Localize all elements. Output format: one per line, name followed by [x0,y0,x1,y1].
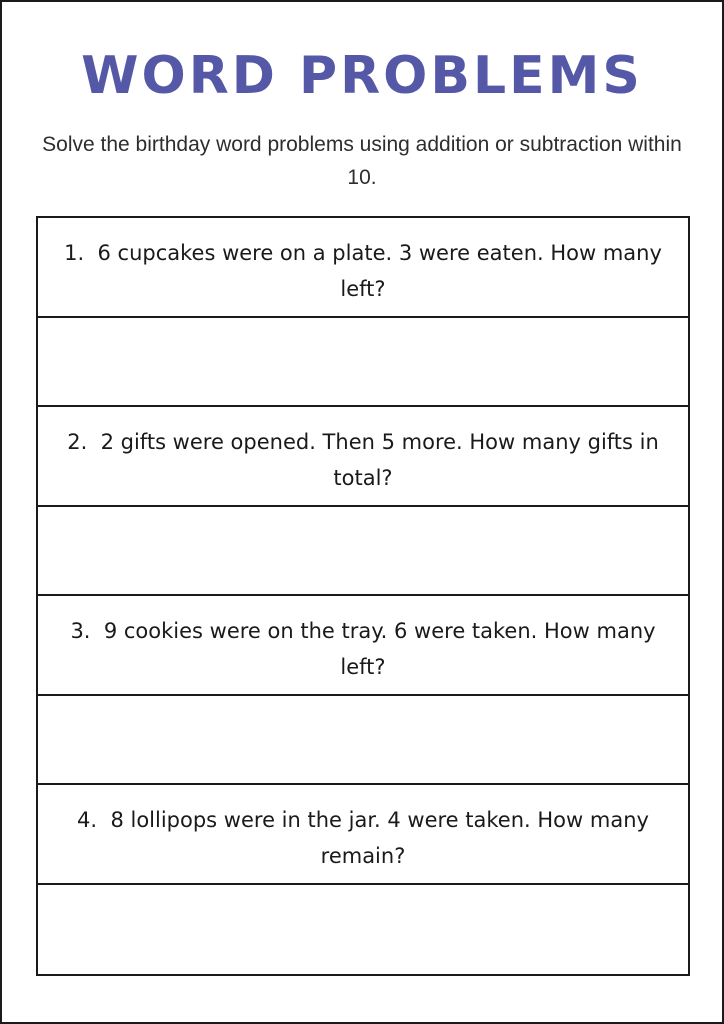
problem-row-3 [38,596,688,696]
answer-box-1[interactable] [38,318,688,407]
problem-text-4: 8 lollipops were in the jar. 4 were taken. How many remain? [110,808,649,868]
problem-row-1 [38,218,688,318]
problem-question-2 [58,424,668,496]
problem-row-4 [38,785,688,885]
problem-number-2: 2. [67,430,88,454]
answer-box-2[interactable] [38,507,688,596]
problem-row-2 [38,407,688,507]
answer-box-3[interactable] [38,696,688,785]
worksheet-title: WORD PROBLEMS [81,46,643,106]
problem-question-1 [58,235,668,307]
problem-text-1: 6 cupcakes were on a plate. 3 were eaten. How many left? [97,241,662,301]
problem-question-4 [58,802,668,874]
problem-number-1: 1. [64,241,85,265]
problem-text-2: 2 gifts were opened. Then 5 more. How many gifts in total? [100,430,659,490]
worksheet-instructions: Solve the birthday word problems using addition or subtraction within 10. [42,133,682,189]
problems-table [36,216,690,976]
problem-number-3: 3. [70,619,91,643]
answer-box-4[interactable] [38,885,688,974]
problem-number-4: 4. [77,808,98,832]
problem-text-3: 9 cookies were on the tray. 6 were taken. How many left? [103,619,656,679]
problem-question-3 [58,613,668,685]
